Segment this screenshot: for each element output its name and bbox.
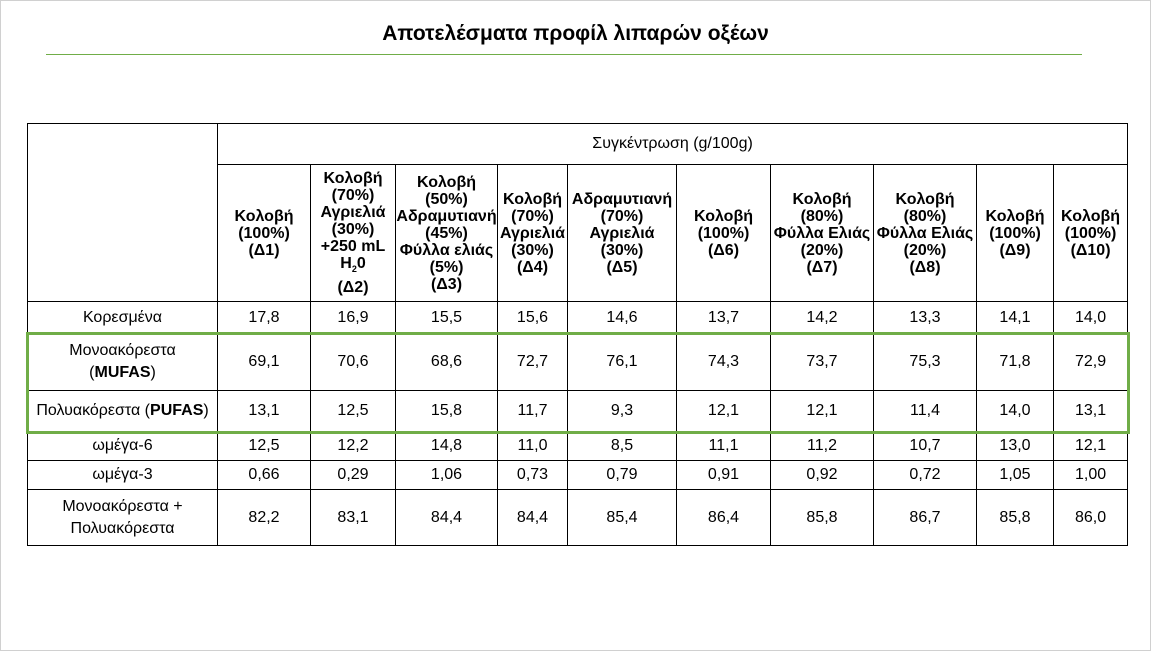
table-cell: 75,3 [874,334,977,391]
table-cell: 0,73 [498,461,568,490]
table-cell: 12,5 [218,432,311,461]
column-header-d3: Κολοβή (50%) Αδραμυτιανή (45%) Φύλλα ελιάς (5%) (Δ3) [396,165,498,302]
column-header-d8: Κολοβή (80%) Φύλλα Ελιάς (20%) (Δ8) [874,165,977,302]
table-cell: 14,8 [396,432,498,461]
table-cell: 16,9 [311,302,396,334]
column-header-d10: Κολοβή (100%) (Δ10) [1054,165,1128,302]
row-label: Μονοακόρεστα + Πολυακόρεστα [28,490,218,546]
table-cell: 73,7 [771,334,874,391]
table-cell: 12,2 [311,432,396,461]
title-underline [46,54,1082,55]
table-cell: 10,7 [874,432,977,461]
table-cell: 0,79 [568,461,677,490]
row-label: Κορεσμένα [28,302,218,334]
table-cell: 86,0 [1054,490,1128,546]
table-cell: 13,3 [874,302,977,334]
table-cell: 13,1 [1054,391,1128,432]
column-header-d4: Κολοβή (70%) Αγριελιά (30%) (Δ4) [498,165,568,302]
table-cell: 69,1 [218,334,311,391]
column-header-d7: Κολοβή (80%) Φύλλα Ελιάς (20%) (Δ7) [771,165,874,302]
table-cell: 1,00 [1054,461,1128,490]
table-cell: 13,7 [677,302,771,334]
table-cell: 72,9 [1054,334,1128,391]
table-cell: 15,6 [498,302,568,334]
table-cell: 11,7 [498,391,568,432]
table-cell: 82,2 [218,490,311,546]
table-cell: 68,6 [396,334,498,391]
column-header-d9: Κολοβή (100%) (Δ9) [977,165,1054,302]
table-cell: 14,0 [977,391,1054,432]
table-row-omega6 [28,432,1128,461]
table-cell: 86,7 [874,490,977,546]
table-cell: 83,1 [311,490,396,546]
row-label: ωμέγα-6 [28,432,218,461]
table-cell: 15,8 [396,391,498,432]
table-cell: 13,0 [977,432,1054,461]
column-header-d1: Κολοβή (100%) (Δ1) [218,165,311,302]
table-cell: 14,0 [1054,302,1128,334]
table-cell: 74,3 [677,334,771,391]
table-cell: 12,1 [1054,432,1128,461]
concentration-header: Συγκέντρωση (g/100g) [218,124,1128,165]
table-cell: 11,1 [677,432,771,461]
column-header-d2: Κολοβή (70%) Αγριελιά (30%) +250 mL $H_20$ (Δ2) [311,165,396,302]
table-cell: 12,5 [311,391,396,432]
table-cell: 13,1 [218,391,311,432]
column-header-d6: Κολοβή (100%) (Δ6) [677,165,771,302]
table-cell: 0,66 [218,461,311,490]
table-cell: 0,91 [677,461,771,490]
table-cell: 76,1 [568,334,677,391]
table-cell: 1,06 [396,461,498,490]
table-cell: 86,4 [677,490,771,546]
table-cell: 11,0 [498,432,568,461]
table-row-omega3 [28,461,1128,490]
table-cell: 85,8 [771,490,874,546]
table-cell: 85,4 [568,490,677,546]
row-label: Μονοακόρεστα (MUFAS) [28,334,218,391]
corner-cell [28,124,218,302]
table-cell: 17,8 [218,302,311,334]
table-cell: 12,1 [677,391,771,432]
table-cell: 11,4 [874,391,977,432]
table-cell: 84,4 [498,490,568,546]
table-cell: 12,1 [771,391,874,432]
table-cell: 11,2 [771,432,874,461]
table-cell: 14,6 [568,302,677,334]
table-cell: 14,2 [771,302,874,334]
table-cell: 70,6 [311,334,396,391]
table-cell: 71,8 [977,334,1054,391]
fatty-acid-table [27,123,1128,546]
table-cell: 8,5 [568,432,677,461]
table-cell: 72,7 [498,334,568,391]
table-cell: 84,4 [396,490,498,546]
table-cell: 0,29 [311,461,396,490]
table-cell: 15,5 [396,302,498,334]
table-row-mufas [28,334,1128,391]
table-row-total [28,490,1128,546]
table-cell: 85,8 [977,490,1054,546]
row-label: ωμέγα-3 [28,461,218,490]
column-header-d5: Αδραμυτιανή (70%) Αγριελιά (30%) (Δ5) [568,165,677,302]
table-cell: 1,05 [977,461,1054,490]
table-cell: 0,72 [874,461,977,490]
table-row-saturated [28,302,1128,334]
table-cell: 9,3 [568,391,677,432]
row-label: Πολυακόρεστα (PUFAS) [28,391,218,432]
table-cell: 14,1 [977,302,1054,334]
page-title: Αποτελέσματα προφίλ λιπαρών οξέων [382,22,769,45]
table-row-pufas [28,391,1128,432]
table-cell: 0,92 [771,461,874,490]
